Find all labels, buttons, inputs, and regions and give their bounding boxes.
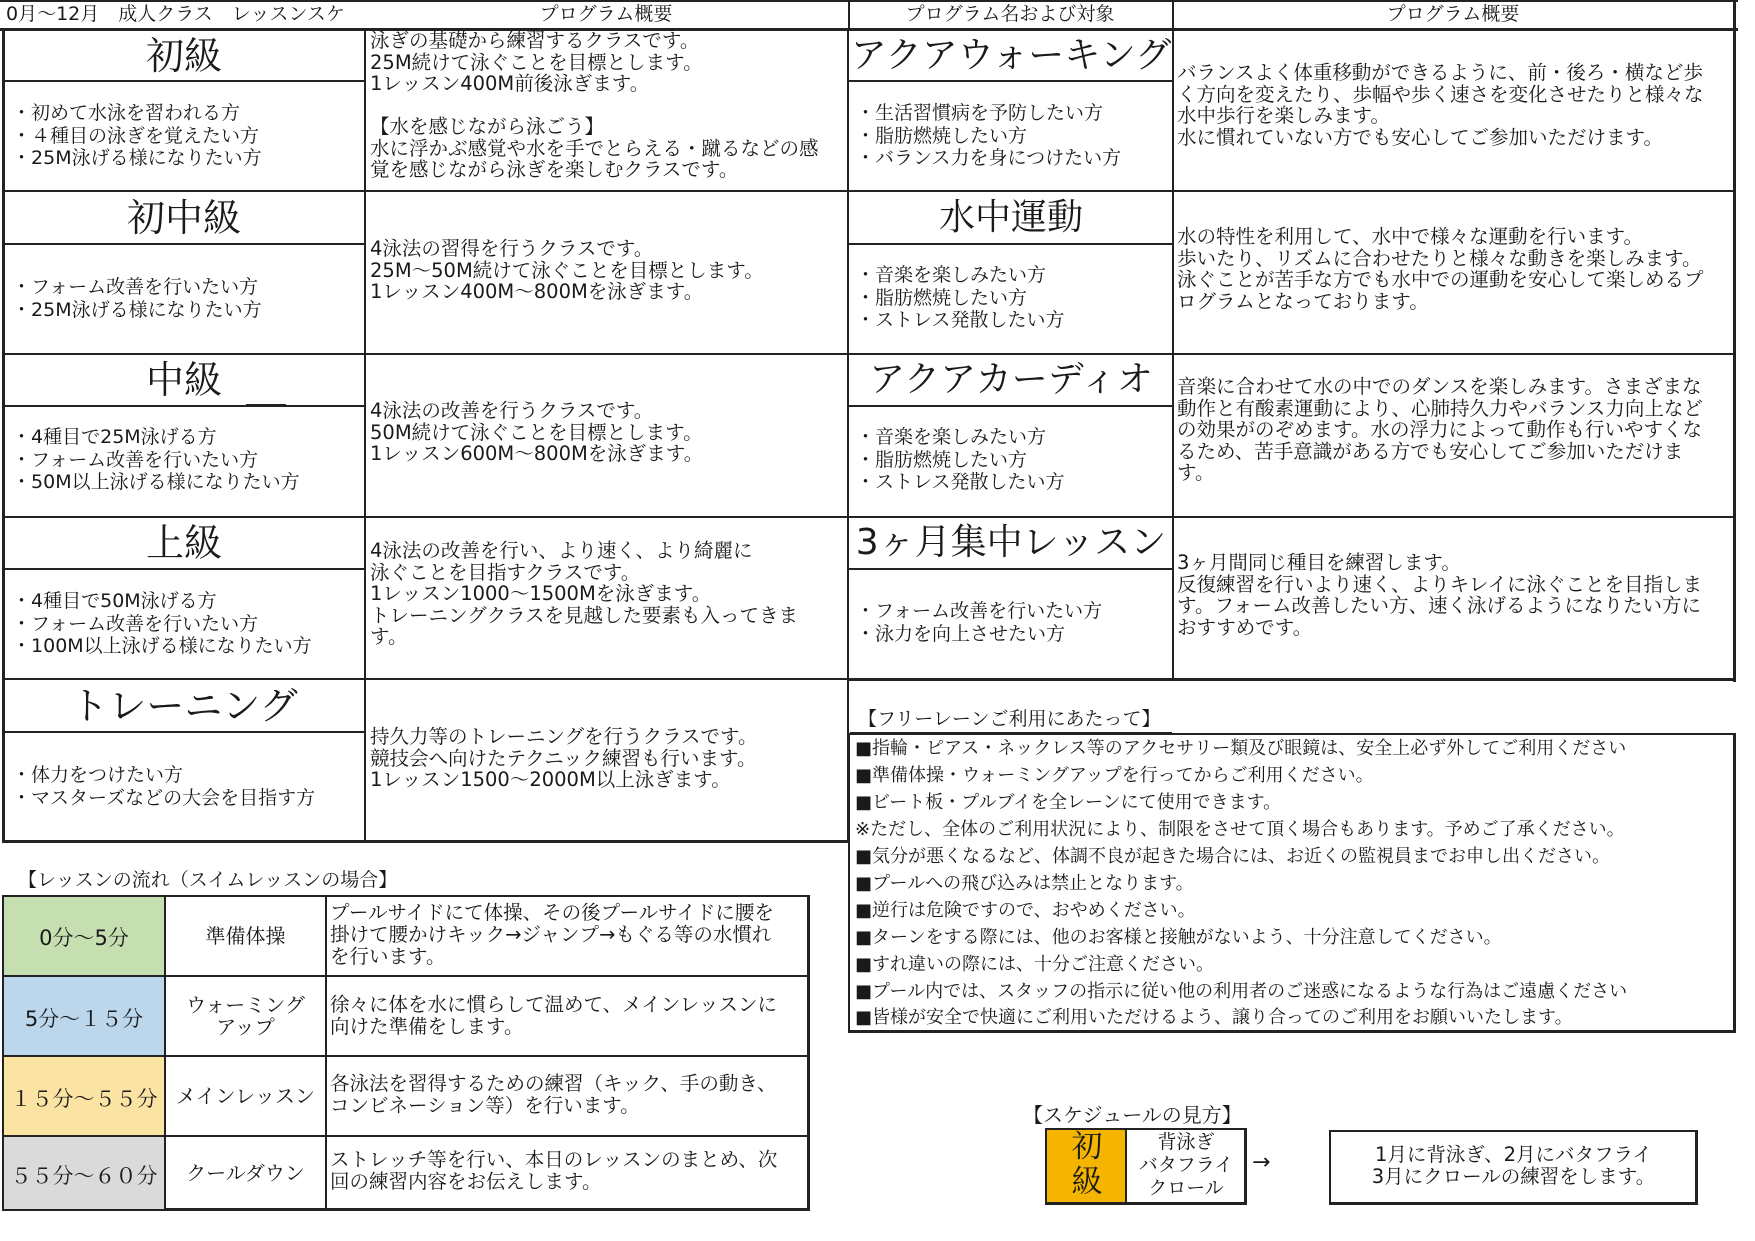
target-item: ・ 音楽を楽しみたい方 [856,264,1064,287]
flow-step-desc: プールサイドにて体操、その後プールサイドに腰を 掛けて腰かけキック→ジャンプ→もぐる等の水慣れ を行います。 [330,901,774,968]
grid-line [2,243,364,245]
program-name-aqua-cardio: アクアカーディオ [869,359,1153,400]
class-targets-advanced [12,590,312,658]
target-item: ・ フォーム改善を行いたい方 [12,449,300,472]
target-item: ・ 脂肪燃焼したい方 [856,287,1064,310]
class-desc-beginner: 泳ぎの基礎から練習するクラスです。 25M続けて泳ぐことを目標とします。 1レッスン400M前後泳ぎます。 【水を感じながら泳ごう】 水に浮かぶ感覚や水を手でとらえる・蹴るなどの感 覚を感じながら泳ぎを楽しむクラスです。 [370,30,819,181]
grid-line [2,1135,810,1137]
class-targets-intermediate [12,426,300,494]
grid-line [848,243,1173,245]
grid-line [848,568,1173,570]
target-item: ・ 4種目で25M泳げる方 [12,426,300,449]
class-desc-training: 持久力等のトレーニングを行うクラスです。 競技会へ向けたテクニック練習も行います。 1レッスン1500〜2000M以上泳ぎます。 [370,726,758,791]
target-item: ・ 100M以上泳げる様になりたい方 [12,635,312,658]
grid-line [0,28,1738,31]
target-item: ・ マスターズなどの大会を目指す方 [12,787,315,810]
grid-line [2,516,848,518]
grid-line [848,80,1173,82]
program-desc-aqua-walking: バランスよく体重移動ができるように、前・後ろ・横など歩 く方向を変えたり、歩幅や歩く速さを変化させたりと様々な 水中歩行を楽しみます。 水に慣れていない方でも安心してご参加いただけます。 [1177,62,1704,149]
header-col4: プログラム概要 [1386,3,1520,25]
grid-line [848,353,1736,355]
program-targets-aqua-walking [856,102,1121,170]
grid-line [2,190,848,192]
target-item: ・ 泳力を向上させたい方 [856,623,1102,646]
grid-line [1172,0,1174,30]
target-item: ・ ストレス発散したい方 [856,471,1064,494]
header-col3: プログラム名および対象 [905,3,1115,25]
target-item: ・ 脂肪燃焼したい方 [856,449,1064,472]
freelane-title: 【フリーレーンご利用にあたって】 [858,708,1161,730]
freelane-rule: ■ターンをする際には、他のお客様と接触がないよう、十分注意してください。 [855,927,1502,948]
program-targets-3month-intensive [856,600,1102,645]
class-name-beginner: 初級 [145,34,222,78]
grid-line [848,405,1173,407]
lesson-flow-title: 【レッスンの流れ（スイムレッスンの場合】 [18,869,398,891]
target-item: ・ ４種目の泳ぎを覚えたい方 [12,125,262,148]
flow-time: ５５分〜６０分 [10,1164,158,1188]
schedule-key-badge-text: 初 級 [1071,1129,1103,1200]
target-item: ・ 50M以上泳げる様になりたい方 [12,471,300,494]
target-item: ・ 25M泳げる様になりたい方 [12,147,262,170]
header-col2: プログラム概要 [539,3,673,25]
flow-step-desc: ストレッチ等を行い、本日のレッスンのまとめ、次 回の練習内容をお伝えします。 [330,1148,778,1193]
flow-step-desc: 徐々に体を水に慣らして温めて、メインレッスンに 向けた準備をします。 [330,993,778,1038]
class-desc-lower-intermediate: 4泳法の習得を行うクラスです。 25M〜50M続けて泳ぐことを目標とします。 1レッスン400M〜800Mを泳ぎます。 [370,238,764,303]
grid-line [0,0,1738,2]
grid-line [364,28,366,842]
target-item: ・ バランス力を身につけたい方 [856,147,1121,170]
schedule-key-strokes: 背泳ぎ バタフライ クロール [1138,1131,1234,1199]
target-item: ・ 4種目で50M泳げる方 [12,590,312,613]
target-item: ・ 体力をつけたい方 [12,764,315,787]
class-targets-beginner [12,102,262,170]
program-desc-3month-intensive: 3ヶ月間同じ種目を練習します。 反復練習を行いより速く、よりキレイに泳ぐことを目指しま す。フォーム改善したい方、速く泳げるようになりたい方に おすすめです。 [1177,552,1702,639]
target-item: ・ フォーム改善を行いたい方 [856,600,1102,623]
freelane-rule: ■逆行は危険ですので、おやめください。 [855,900,1196,921]
grid-line [848,516,1736,518]
grid-line [2,678,848,680]
program-name-3month-intensive: 3ヶ月集中レッスン [855,522,1167,563]
program-targets-aqua-cardio [856,426,1064,494]
grid-line [1733,0,1736,682]
header-title: 0月〜12月 成人クラス レッスンスケ [6,3,345,25]
freelane-rule: ■プールへの飛び込みは禁止となります。 [855,873,1194,894]
flow-step-desc: 各泳法を習得するための練習（キック、手の動き、 コンビネーション等）を行います。 [330,1072,777,1117]
grid-line [2,353,848,355]
program-desc-aqua-cardio: 音楽に合わせて水の中でのダンスを楽しみます。さまざまな 動作と有酸素運動により、心肺持久力やバランス力向上など の効果がのぞめます。水の浮力によって動作も行いやすくな るため、苦手意識がある方でも安心してご参加いただけま す。 [1177,376,1703,484]
class-name-advanced: 上級 [145,521,222,565]
arrow-icon: → [1252,1150,1271,1175]
freelane-rule: ■準備体操・ウォーミングアップを行ってからご利用ください。 [855,765,1374,786]
grid-line [2,80,364,82]
underline-mark [246,404,286,406]
flow-time: １５分〜５５分 [10,1087,158,1111]
class-name-lower-intermediate: 初中級 [126,196,241,240]
grid-line [2,1055,810,1057]
class-desc-advanced: 4泳法の改善を行い、より速く、より綺麗に 泳ぐことを目指すクラスです。 1レッスン1000〜1500Mを泳ぎます。 トレーニングクラスを見越した要素も入ってきま す。 [370,540,799,648]
class-targets-training [12,764,315,809]
target-item: ・ ストレス発散したい方 [856,309,1064,332]
grid-line [2,405,364,407]
grid-line [2,731,364,733]
flow-step-name: ウォーミング アップ [186,993,305,1039]
grid-line [2,840,848,843]
grid-line [847,28,849,842]
freelane-rule: ■指輪・ピアス・ネックレス等のアクセサリー類及び眼鏡は、安全上必ず外してご利用ください [855,738,1627,759]
program-desc-water-exercise: 水の特性を利用して、水中で様々な運動を行います。 歩いたり、リズムに合わせたりと様々な動きを楽しみます。 泳ぐことが苦手な方でも水中での運動を安心して楽しめるプ ログラムとなっております。 [1177,226,1704,313]
grid-line [325,895,327,1211]
target-item: ・ 脂肪燃焼したい方 [856,125,1121,148]
class-name-training: トレーニング [70,684,298,728]
program-name-aqua-walking: アクアウォーキング [850,35,1172,76]
target-item: ・ 生活習慣病を予防したい方 [856,102,1121,125]
freelane-rule: ■ビート板・プルブイを全レーンにて使用できます。 [855,792,1282,813]
schedule-key-explain: 1月に背泳ぎ、2月にバタフライ 3月にクロールの練習をします。 [1371,1143,1656,1188]
grid-line [848,190,1736,192]
flow-time: 0分〜5分 [39,926,129,950]
flow-step-name: クールダウン [186,1161,305,1185]
grid-line [2,975,810,977]
freelane-rule: ■すれ違いの際には、十分ご注意ください。 [855,954,1215,975]
class-targets-lower-intermediate [12,276,262,321]
grid-line [2,568,364,570]
flow-step-name: メインレッスン [176,1084,315,1108]
program-targets-water-exercise [856,264,1064,332]
target-item: ・ フォーム改善を行いたい方 [12,613,312,636]
grid-line [848,678,1736,681]
flow-step-name: 準備体操 [205,924,286,948]
target-item: ・ 音楽を楽しみたい方 [856,426,1064,449]
freelane-rule: ■気分が悪くなるなど、体調不良が起きた場合には、お近くの監視員までお申し出ください。 [855,846,1611,867]
class-name-intermediate: 中級 [145,358,222,402]
grid-line [848,0,850,30]
flow-time: 5分〜１５分 [24,1007,144,1031]
freelane-rule: ■プール内では、スタッフの指示に従い他の利用者のご迷惑になるような行為はご遠慮ください [855,981,1628,1002]
class-desc-intermediate: 4泳法の改善を行うクラスです。 50M続けて泳ぐことを目標とします。 1レッスン600M〜800Mを泳ぎます。 [370,400,704,465]
freelane-rule: ※ただし、全体のご利用状況により、制限をさせて頂く場合もあります。予めご了承ください。 [855,819,1625,840]
schedule-key-title: 【スケジュールの見方】 [1023,1103,1242,1127]
program-name-water-exercise: 水中運動 [938,197,1083,238]
target-item: ・ フォーム改善を行いたい方 [12,276,262,299]
target-item: ・ 25M泳げる様になりたい方 [12,299,262,322]
freelane-rule: ■皆様が安全で快適にご利用いただけるよう、譲り合ってのご利用をお願いいたします。 [855,1007,1573,1028]
target-item: ・ 初めて水泳を習われる方 [12,102,262,125]
